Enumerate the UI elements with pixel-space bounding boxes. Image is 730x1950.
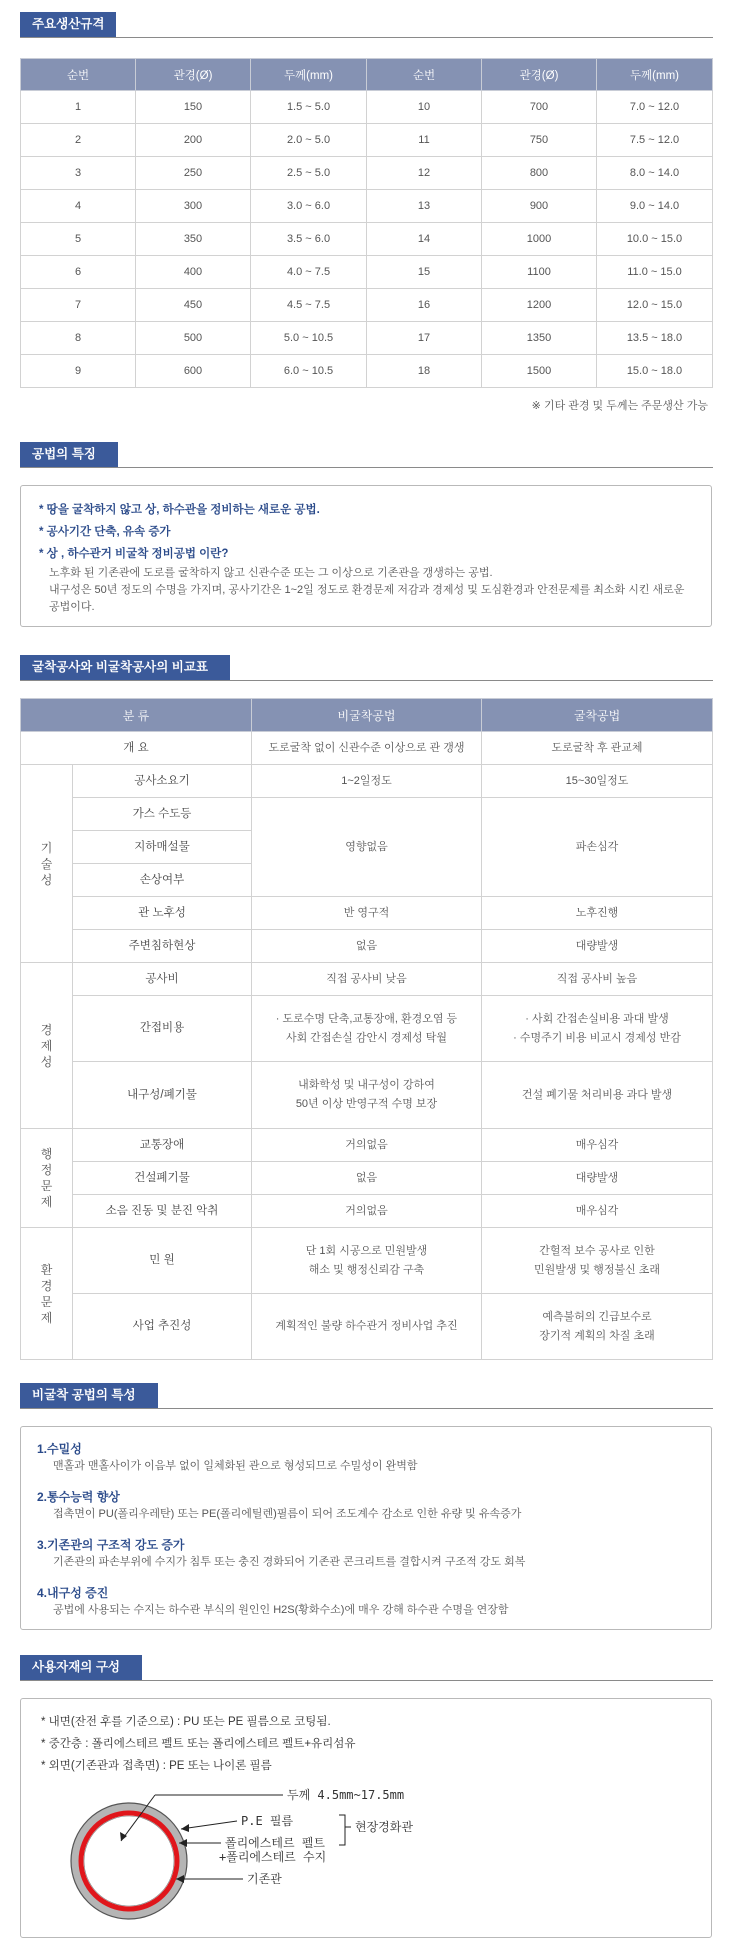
cat-char: 술 <box>40 856 53 871</box>
cell-line: 50년 이상 반영구적 수명 보장 <box>295 1098 438 1110</box>
table-cell: 7.5 ~ 12.0 <box>597 124 713 157</box>
table-cell: 300 <box>136 190 251 223</box>
method-bullet: * 상 , 하수관거 비굴착 정비공법 이란? <box>39 548 229 560</box>
method-bullet: * 공사기간 단축, 유속 증가 <box>39 526 171 538</box>
cat-char: 문 <box>40 1179 53 1193</box>
material-line: * 중간층 : 폴리에스테르 펠트 또는 폴리에스테르 펠트+유리섬유 <box>41 1738 356 1750</box>
table-cell: 8.0 ~ 14.0 <box>597 157 713 190</box>
feature-desc: 접촉면이 PU(폴리우레탄) 또는 PE(폴리에틸렌)필름이 되어 조도계수 감소로 인한 유량 및 유속증가 <box>53 1508 522 1520</box>
cell: 15~30일정도 <box>482 765 713 798</box>
cell-line: · 수명주기 비용 비교시 경제성 반감 <box>513 1031 681 1044</box>
table-cell: 3 <box>21 157 136 190</box>
table-cell: 18 <box>367 355 482 388</box>
table-cell: 600 <box>136 355 251 388</box>
table-cell: 800 <box>482 157 597 190</box>
table-cell: 2.5 ~ 5.0 <box>251 157 367 190</box>
cell <box>252 996 482 1062</box>
table-cell: 5.0 ~ 10.5 <box>251 322 367 355</box>
cell: 없음 <box>252 930 482 963</box>
cell <box>482 1294 713 1360</box>
features-box <box>20 1426 712 1630</box>
cell: 영향없음 <box>252 798 482 897</box>
cell: 건설 폐기물 처리비용 과다 발생 <box>482 1062 713 1129</box>
col-header: 관경(Ø) <box>482 59 597 91</box>
cell: 거의없음 <box>252 1195 482 1228</box>
cell: 도로굴착 없이 신관수준 이상으로 관 갱생 <box>252 732 482 765</box>
feature-title: 2.통수능력 향상 <box>37 1490 120 1504</box>
table-row <box>21 798 713 831</box>
table-cell: 500 <box>136 322 251 355</box>
cell: 대량발생 <box>482 930 713 963</box>
feature-desc: 공법에 사용되는 수지는 하수관 부식의 원인인 H2S(황화수소)에 매우 강해 하수관 수명을 연장함 <box>53 1604 509 1616</box>
row-label: 민 원 <box>73 1228 252 1294</box>
cell <box>482 996 713 1062</box>
category-tech <box>21 765 73 963</box>
compare-section-title: 굴착공사와 비굴착공사의 비교표 <box>20 655 230 680</box>
table-cell: 1000 <box>482 223 597 256</box>
row-label: 내구성/폐기물 <box>73 1062 252 1129</box>
feature-title: 3.기존관의 구조적 강도 증가 <box>37 1538 185 1552</box>
table-cell: 4 <box>21 190 136 223</box>
table-row <box>21 190 713 223</box>
cat-char: 성 <box>40 872 53 887</box>
felt-label: 폴리에스테르 펠트 <box>225 1836 325 1850</box>
table-row <box>21 1162 713 1195</box>
cat-char: 제 <box>40 1310 53 1325</box>
table-cell: 3.0 ~ 6.0 <box>251 190 367 223</box>
table-row <box>21 996 713 1062</box>
table-cell: 15.0 ~ 18.0 <box>597 355 713 388</box>
table-cell: 3.5 ~ 6.0 <box>251 223 367 256</box>
cat-char: 경 <box>40 1278 53 1293</box>
table-cell: 17 <box>367 322 482 355</box>
table-cell: 900 <box>482 190 597 223</box>
cell: 직접 공사비 낮음 <box>252 963 482 996</box>
table-cell: 10.0 ~ 15.0 <box>597 223 713 256</box>
table-cell: 2.0 ~ 5.0 <box>251 124 367 157</box>
feature-title: 1.수밀성 <box>37 1442 82 1456</box>
row-label: 손상여부 <box>73 864 252 897</box>
materials-box <box>20 1698 712 1938</box>
resin-label: +폴리에스테르 수지 <box>219 1850 327 1864</box>
table-cell: 11 <box>367 124 482 157</box>
cat-char: 문 <box>40 1294 53 1309</box>
table-cell: 11.0 ~ 15.0 <box>597 256 713 289</box>
thickness-label: 두께 4.5mm~17.5mm <box>287 1788 405 1802</box>
col-header: 굴착공법 <box>482 699 713 732</box>
pe-film-label: P.E 필름 <box>241 1814 294 1828</box>
col-header: 두께(mm) <box>597 59 713 91</box>
method-desc: 내구성은 50년 정도의 수명을 가지며, 공사기간은 1~2일 정도로 환경문제 저감과 경제성 및 도심환경과 안전문제를 최소화 시킨 새로운 <box>49 584 685 596</box>
liner-ring <box>81 1813 177 1909</box>
table-cell: 13 <box>367 190 482 223</box>
feature-item <box>37 1488 697 1536</box>
materials-section-title: 사용자재의 구성 <box>20 1655 142 1680</box>
row-label: 공사비 <box>73 963 252 996</box>
cell <box>252 1228 482 1294</box>
table-cell: 1 <box>21 91 136 124</box>
pipe-diagram <box>21 1785 711 1935</box>
cell: 매우심각 <box>482 1129 713 1162</box>
cell: 직접 공사비 높음 <box>482 963 713 996</box>
table-row <box>21 1294 713 1360</box>
cell: 거의없음 <box>252 1129 482 1162</box>
col-header: 순번 <box>367 59 482 91</box>
spec-section-title: 주요생산규격 <box>20 12 116 37</box>
cat-char: 기 <box>40 840 53 855</box>
feature-desc: 맨홀과 맨홀사이가 이음부 없이 일체화된 관으로 형성되므로 수밀성이 완벽함 <box>53 1460 418 1472</box>
material-line: * 내면(잔전 후를 기준으로) : PU 또는 PE 필름으로 코팅됨. <box>41 1716 331 1728</box>
cell: 반 영구적 <box>252 897 482 930</box>
cell-line: 내화학성 및 내구성이 강하여 <box>298 1079 435 1091</box>
table-row <box>21 897 713 930</box>
row-label: 건설폐기물 <box>73 1162 252 1195</box>
category-env <box>21 1228 73 1360</box>
table-cell: 8 <box>21 322 136 355</box>
cell: 1~2일정도 <box>252 765 482 798</box>
method-bullet: * 땅을 굴착하지 않고 상, 하수관을 정비하는 새로운 공법. <box>39 504 320 516</box>
table-row <box>21 1228 713 1294</box>
compare-table <box>20 698 713 1360</box>
table-row <box>21 256 713 289</box>
cell: 노후진행 <box>482 897 713 930</box>
row-label: 간접비용 <box>73 996 252 1062</box>
cell-line: 단 1회 시공으로 민원발생 <box>305 1244 428 1257</box>
spec-section-header <box>20 12 713 38</box>
cell: 매우심각 <box>482 1195 713 1228</box>
table-cell: 250 <box>136 157 251 190</box>
table-cell: 1.5 ~ 5.0 <box>251 91 367 124</box>
table-row <box>21 157 713 190</box>
col-header: 두께(mm) <box>251 59 367 91</box>
row-label: 사업 추진성 <box>73 1294 252 1360</box>
row-label: 가스 수도등 <box>73 798 252 831</box>
col-header: 관경(Ø) <box>136 59 251 91</box>
cell-line: 사회 간접손실 감안시 경제성 탁월 <box>286 1031 447 1044</box>
cell: 도로굴착 후 관교체 <box>482 732 713 765</box>
table-cell: 1200 <box>482 289 597 322</box>
row-label: 개 요 <box>21 732 252 765</box>
feature-item <box>37 1584 697 1624</box>
table-cell: 12.0 ~ 15.0 <box>597 289 713 322</box>
cell: 파손심각 <box>482 798 713 897</box>
method-section-title: 공법의 특징 <box>20 442 118 467</box>
cat-char: 제 <box>40 1038 53 1053</box>
cell: 대량발생 <box>482 1162 713 1195</box>
table-cell: 4.0 ~ 7.5 <box>251 256 367 289</box>
cat-char: 정 <box>40 1163 53 1177</box>
cell-line: 장기적 계획의 차질 초래 <box>539 1329 655 1342</box>
table-row <box>21 732 713 765</box>
cell-line: 간헐적 보수 공사로 인한 <box>539 1244 655 1257</box>
cell-line: 민원발생 및 행정불신 초래 <box>533 1263 661 1276</box>
table-cell: 16 <box>367 289 482 322</box>
compare-header-row <box>21 699 713 732</box>
table-cell: 1350 <box>482 322 597 355</box>
table-row <box>21 322 713 355</box>
table-cell: 350 <box>136 223 251 256</box>
table-cell: 200 <box>136 124 251 157</box>
table-cell: 1500 <box>482 355 597 388</box>
cat-char: 성 <box>40 1054 53 1069</box>
cell <box>252 1062 482 1129</box>
cured-pipe-label: 현장경화관 <box>355 1820 413 1834</box>
table-cell: 13.5 ~ 18.0 <box>597 322 713 355</box>
table-cell: 9.0 ~ 14.0 <box>597 190 713 223</box>
table-cell: 12 <box>367 157 482 190</box>
col-header: 분 류 <box>21 699 252 732</box>
spec-table-header <box>21 59 713 91</box>
table-row <box>21 963 713 996</box>
table-cell: 15 <box>367 256 482 289</box>
table-cell: 150 <box>136 91 251 124</box>
cell-line: 해소 및 행정신뢰감 구축 <box>308 1263 425 1276</box>
compare-section-header <box>20 655 713 681</box>
row-label: 소음 진동 및 분진 악취 <box>73 1195 252 1228</box>
materials-section-header <box>20 1655 713 1681</box>
material-line: * 외면(기존관과 접촉면) : PE 또는 나이론 필름 <box>41 1760 272 1772</box>
feature-desc: 기존관의 파손부위에 수지가 침투 또는 충진 경화되어 기존관 콘크리트를 결합시켜 구조적 강도 회복 <box>53 1556 526 1568</box>
features-section-title: 비굴착 공법의 특성 <box>20 1383 158 1408</box>
row-label: 공사소요기 <box>73 765 252 798</box>
table-cell: 4.5 ~ 7.5 <box>251 289 367 322</box>
table-cell: 1100 <box>482 256 597 289</box>
row-label: 관 노후성 <box>73 897 252 930</box>
table-row <box>21 1195 713 1228</box>
features-section-header <box>20 1383 713 1409</box>
cell: 없음 <box>252 1162 482 1195</box>
table-cell: 2 <box>21 124 136 157</box>
method-desc: 공법이다. <box>49 601 95 613</box>
row-label: 주변침하현상 <box>73 930 252 963</box>
category-econ <box>21 963 73 1129</box>
table-cell: 7.0 ~ 12.0 <box>597 91 713 124</box>
row-label: 교통장애 <box>73 1129 252 1162</box>
cat-char: 환 <box>40 1262 53 1277</box>
cat-char: 행 <box>40 1147 53 1161</box>
table-cell: 400 <box>136 256 251 289</box>
col-header: 순번 <box>21 59 136 91</box>
table-cell: 6 <box>21 256 136 289</box>
cell-line: · 사회 간접손실비용 과대 발생 <box>525 1012 669 1025</box>
existing-pipe-label: 기존관 <box>247 1872 282 1886</box>
feature-item <box>37 1536 697 1584</box>
table-row <box>21 355 713 388</box>
table-cell: 750 <box>482 124 597 157</box>
method-desc: 노후화 된 기존관에 도로를 굴착하지 않고 신관수준 또는 그 이상으로 기존관을 갱생하는 공법. <box>49 567 493 579</box>
table-cell: 700 <box>482 91 597 124</box>
table-cell: 10 <box>367 91 482 124</box>
table-row <box>21 124 713 157</box>
table-row <box>21 1129 713 1162</box>
table-cell: 5 <box>21 223 136 256</box>
spec-table <box>20 58 713 388</box>
table-row <box>21 91 713 124</box>
table-cell: 9 <box>21 355 136 388</box>
table-cell: 450 <box>136 289 251 322</box>
cat-char: 경 <box>40 1022 53 1037</box>
row-label: 지하매설물 <box>73 831 252 864</box>
cell-line: · 도로수명 단축,교통장애, 환경오염 등 <box>275 1012 458 1025</box>
method-section-header <box>20 442 713 468</box>
table-row <box>21 289 713 322</box>
feature-title: 4.내구성 증진 <box>37 1586 109 1600</box>
table-row <box>21 1062 713 1129</box>
method-box <box>20 485 712 627</box>
table-cell: 6.0 ~ 10.5 <box>251 355 367 388</box>
cat-char: 제 <box>40 1195 53 1209</box>
category-admin <box>21 1129 73 1228</box>
table-row <box>21 223 713 256</box>
cell <box>482 1228 713 1294</box>
col-header: 비굴착공법 <box>252 699 482 732</box>
feature-item <box>37 1440 697 1488</box>
cell-line: 예측불허의 긴급보수로 <box>542 1310 652 1323</box>
cell: 계획적인 불량 하수관거 정비사업 추진 <box>252 1294 482 1360</box>
table-row <box>21 765 713 798</box>
table-cell: 7 <box>21 289 136 322</box>
spec-note: ※ 기타 관경 및 두께는 주문생산 가능 <box>531 400 708 412</box>
table-cell: 14 <box>367 223 482 256</box>
table-row <box>21 930 713 963</box>
